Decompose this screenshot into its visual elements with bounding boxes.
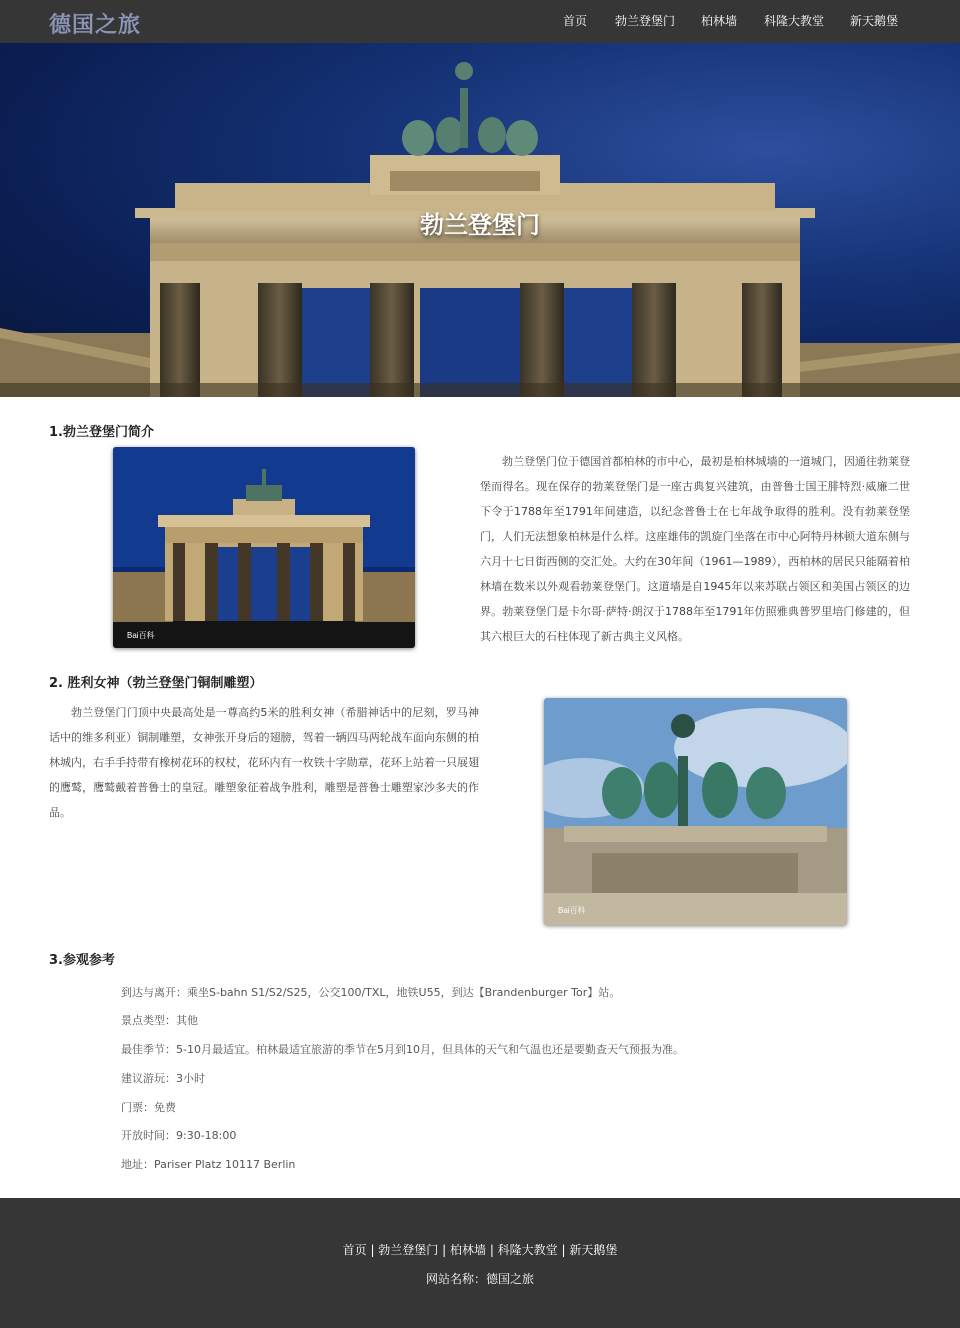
- footer: [0, 1198, 960, 1328]
- hero-title: 勃兰登堡门: [420, 211, 540, 239]
- section-heading-intro: 1.勃兰登堡门简介: [49, 425, 154, 440]
- footer-separator: |: [557, 1243, 570, 1257]
- footer-separator: |: [366, 1243, 379, 1257]
- victoria-paragraph: 勃兰登堡门门顶中央最高处是一尊高约5米的胜利女神（希腊神话中的尼刻，罗马神话中的维多利亚）铜制雕塑，女神张开身后的翅膀，驾着一辆四马两轮战车面向东侧的柏林城内，右手手持带有橡树花环的权杖，花环内有一枚铁十字勋章，花环上站着一只展翅的鹰鹫，鹰鹫戴着普鲁士的皇冠。雕塑象征着战争胜利，雕塑是普鲁士雕塑家沙多夫的作品。: [49, 706, 479, 819]
- nav-item-brandenburg-gate[interactable]: 勃兰登堡门: [615, 14, 676, 28]
- hero-banner: [0, 43, 960, 397]
- footer-link-berlin-wall[interactable]: 柏林墙: [449, 1243, 486, 1257]
- info-hours: 开放时间：9:30-18:00: [121, 1129, 237, 1142]
- gate-night-photo: [113, 447, 415, 648]
- footer-link-brandenburg-gate[interactable]: 勃兰登堡门: [378, 1243, 439, 1257]
- info-transport: 到达与离开：乘坐S-bahn S1/S2/S25，公交100/TXL，地铁U55，到达【Brandenburger Tor】站。: [121, 986, 621, 999]
- section-heading-visit: 3.参观参考: [49, 953, 115, 968]
- quadriga-photo: [544, 698, 847, 925]
- intro-paragraph: 勃兰登堡门位于德国首都柏林的市中心，最初是柏林城墙的一道城门，因通往勃莱登堡而得名。现在保存的勃莱登堡门是一座古典复兴建筑，由普鲁士国王腓特烈·威廉二世下令于1788年至1791年间建造，以纪念普鲁士在七年战争取得的胜利。没有勃莱登堡门，人们无法想象柏林是什么样。这座雄伟的凯旋门坐落在市中心阿特丹林顿大道东侧与六月十七日街西侧的交汇处。大约在30年间（1961—1989），西柏林的居民只能隔着柏林墙在数米以外观看勃莱登堡门。这道墙是自1945年以来苏联占领区和美国占领区的边界。勃莱登堡门是卡尔哥·萨特·朗汉于1788年至1791年仿照雅典普罗里培门修建的，但其六根巨大的石柱体现了新古典主义风格。: [480, 455, 910, 643]
- nav-item-berlin-wall[interactable]: 柏林墙: [701, 14, 738, 28]
- footer-separator: |: [438, 1243, 450, 1257]
- nav-item-home[interactable]: 首页: [563, 14, 588, 28]
- top-navbar: [0, 0, 960, 43]
- footer-links: [0, 1241, 960, 1258]
- baike-watermark: Bai百科: [127, 631, 155, 640]
- nav-item-cologne-cathedral[interactable]: 科隆大教堂: [764, 14, 825, 28]
- footer-site-name: 网站名称：德国之旅: [425, 1272, 534, 1286]
- info-ticket: 门票：免费: [121, 1101, 176, 1114]
- footer-link-home[interactable]: 首页: [342, 1243, 367, 1257]
- info-type: 景点类型：其他: [121, 1014, 198, 1027]
- info-duration: 建议游玩：3小时: [121, 1072, 205, 1085]
- nav-item-neuschwanstein[interactable]: 新天鹅堡: [850, 14, 899, 28]
- info-address: 地址：Pariser Platz 10117 Berlin: [121, 1158, 296, 1171]
- footer-separator: |: [486, 1243, 498, 1257]
- site-logo[interactable]: 德国之旅: [49, 13, 142, 38]
- info-season: 最佳季节：5-10月最适宜。柏林最适宜旅游的季节在5月到10月，但具体的天气和气温也还是要勤查天气预报为准。: [121, 1043, 684, 1056]
- footer-link-cologne-cathedral[interactable]: 科隆大教堂: [497, 1243, 558, 1257]
- footer-link-neuschwanstein[interactable]: 新天鹅堡: [569, 1243, 618, 1257]
- section-heading-victoria: 2. 胜利女神（勃兰登堡门铜制雕塑）: [49, 676, 263, 691]
- baike-watermark-2: Bai百科: [558, 906, 586, 915]
